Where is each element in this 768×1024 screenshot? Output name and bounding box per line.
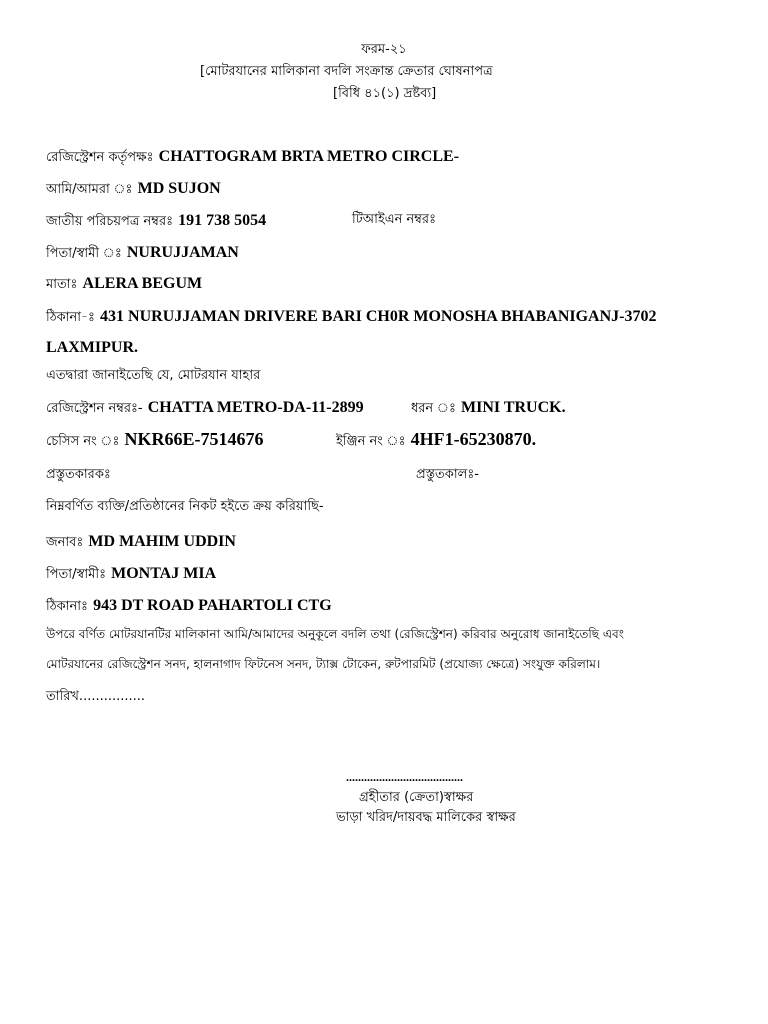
authority-label: রেজিস্ট্রেশন কর্তৃপক্ষঃ: [46, 150, 154, 165]
type-label: ধরন ঃ: [411, 401, 456, 416]
buyer-signature-label: গ্রহীতার (ক্রেতা)স্বাক্ষর: [359, 790, 474, 805]
form-number: ফরম-২১: [361, 42, 407, 57]
tin-label: টিআইএন নম্বরঃ: [352, 212, 437, 227]
declare-text: এতদ্বারা জানাইতেছি যে, মোটরযান যাহার: [46, 368, 261, 383]
seller-label: জনাবঃ: [46, 535, 84, 550]
date-label: তারিখ................: [46, 689, 146, 704]
mother-value: ALERA BEGUM: [82, 275, 203, 292]
name-row: [46, 178, 221, 198]
form-subtitle: [মোটরযানের মালিকানা বদলি সংক্রান্ত ক্রেতার ঘোষনাপত্র: [200, 64, 493, 79]
engine-row: [336, 429, 536, 451]
engine-label: ইঞ্জিন নং ঃ: [336, 434, 406, 449]
reg-no-label: রেজিস্ট্রেশন নম্বরঃ-: [46, 401, 143, 416]
seller-value: MD MAHIM UDDIN: [88, 533, 236, 550]
signature-dots: .......................................: [346, 770, 463, 784]
request-line-1: উপরে বর্ণিত মোটরযানটির মালিকানা আমি/আমাদের অনুকূলে বদলি তথা (রেজিস্ট্রেশন) করিবার অনুরোধ জানাইতেছি এবং: [46, 627, 624, 641]
address-value-line2: LAXMIPUR.: [46, 339, 138, 356]
owner-signature-label: ভাড়া খরিদ/দায়বদ্ধ মালিকের স্বাক্ষর: [336, 810, 516, 825]
seller-row: [46, 531, 236, 551]
seller-father-label: পিতা/স্বামীঃ: [46, 567, 106, 582]
request-line-2: মোটরযানের রেজিস্ট্রেশন সনদ, হালনাগাদ ফিটনেস সনদ, ট্যাক্স টোকেন, রুটপারমিট (প্রযোজ্য ক্ষেত্রে) সংযুক্ত করিলাম।: [46, 657, 601, 671]
seller-address-value: 943 DT ROAD PAHARTOLI CTG: [93, 597, 332, 614]
seller-address-row: [46, 595, 332, 615]
chassis-label: চেসিস নং ঃ: [46, 434, 120, 449]
authority-value: CHATTOGRAM BRTA METRO CIRCLE-: [158, 148, 460, 165]
make-year-label: প্রস্তুতকালঃ-: [416, 467, 479, 482]
type-value: MINI TRUCK.: [461, 399, 566, 416]
mother-row: [46, 273, 202, 293]
address-label: ঠিকানা-ঃ: [46, 310, 95, 325]
nid-value: 191 738 5054: [178, 212, 267, 229]
chassis-row: [46, 429, 263, 451]
address-value-line1: 431 NURUJJAMAN DRIVERE BARI CH0R MONOSHA BHABANIGANJ-3702: [100, 308, 657, 325]
father-row: [46, 242, 239, 262]
authority-row: [46, 146, 459, 166]
nid-label: জাতীয় পরিচয়পত্র নম্বরঃ: [46, 214, 174, 229]
mother-label: মাতাঃ: [46, 277, 78, 292]
father-value: NURUJJAMAN: [126, 244, 239, 261]
name-value: MD SUJON: [137, 180, 221, 197]
type-row: [411, 397, 566, 417]
chassis-value: NKR66E-7514676: [124, 429, 264, 449]
father-label: পিতা/স্বামী ঃ: [46, 246, 122, 261]
maker-label: প্রস্তুতকারকঃ: [46, 467, 111, 482]
reg-row: [46, 397, 364, 417]
name-label: আমি/আমরা ঃ: [46, 182, 133, 197]
purchase-text: নিম্নবর্ণিত ব্যক্তি/প্রতিষ্ঠানের নিকট হইতে ক্রয় করিয়াছি-: [46, 499, 324, 514]
reg-no-value: CHATTA METRO-DA-11-2899: [147, 399, 364, 416]
address-row: [46, 306, 657, 326]
seller-address-label: ঠিকানাঃ: [46, 599, 88, 614]
nid-row: [46, 210, 266, 230]
engine-value: 4HF1-65230870.: [410, 429, 537, 449]
seller-father-row: [46, 563, 216, 583]
form-rule: [বিধি ৪১(১) দ্রষ্টব্য]: [333, 86, 437, 101]
seller-father-value: MONTAJ MIA: [111, 565, 217, 582]
